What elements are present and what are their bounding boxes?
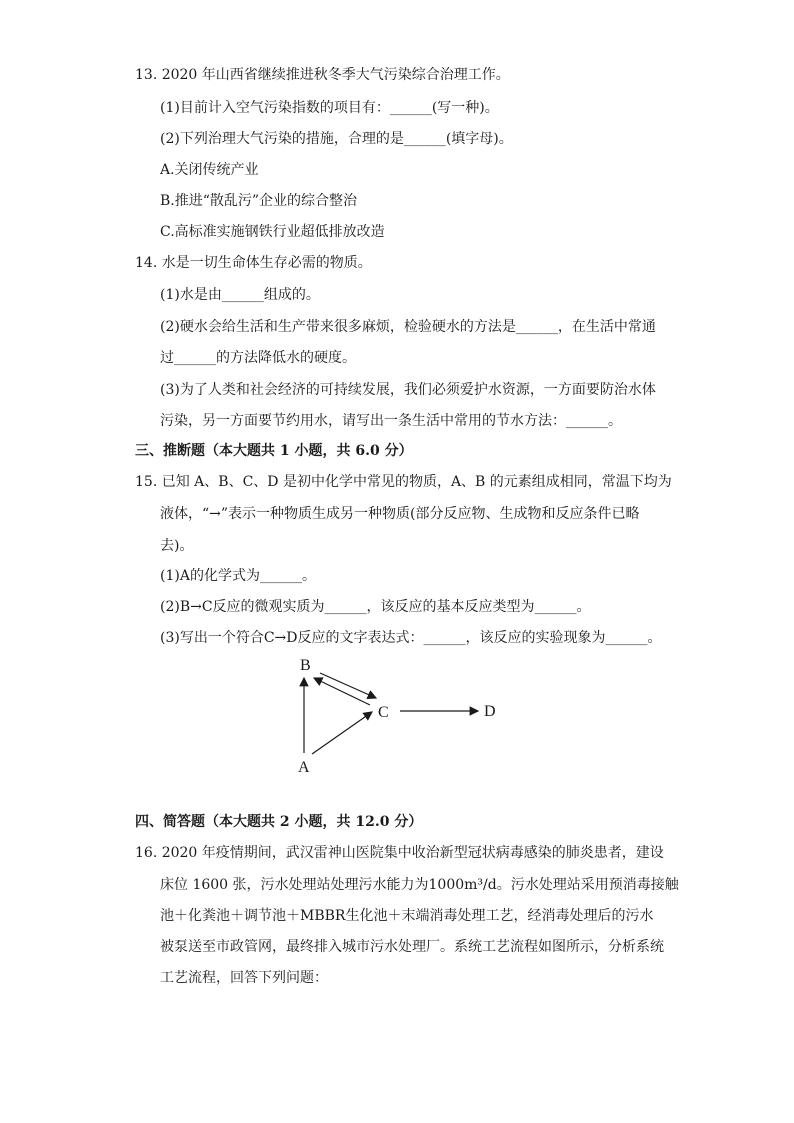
q13-part1: (1)目前计入空气污染指数的项目有：______(写一种)。 [160,100,499,116]
node-a-label: A [298,759,310,776]
q14-part1: (1)水是由______组成的。 [160,287,320,303]
q14-part2-line2: 过______的方法降低水的硬度。 [160,350,356,366]
q13-option-b: B.推进“散乱污”企业的综合整治 [160,193,358,209]
q15-part1: (1)A的化学式为______。 [160,568,316,584]
q15-part2: (2)B→C反应的微观实质为______，该反应的基本反应类型为______。 [160,599,591,615]
node-c-label: C [378,704,389,721]
q15-stem-line1: 15. 已知 A、B、C、D 是初中化学中常见的物质，A、B 的元素组成相同，常温下均为 [135,474,672,490]
q16-line4: 被泵送至市政管网，最终排入城市污水处理厂。系统工艺流程如图所示，分析系统 [160,939,664,955]
section4-heading: 四、简答题（本大题共 2 小题，共 12.0 分） [135,814,423,830]
q16-line5: 工艺流程，回答下列问题： [160,970,328,986]
q15-part3: (3)写出一个符合C→D反应的文字表达式：______，该反应的实验现象为______。 [160,630,662,646]
reaction-diagram [290,650,520,780]
q16-line2: 床位 1600 张，污水处理站处理污水能力为1000m³/d。污水处理站采用预消毒接触 [160,877,679,893]
q13-stem: 13. 2020 年山西省继续推进秋冬季大气污染综合治理工作。 [135,67,510,83]
q14-stem: 14. 水是一切生命体生存必需的物质。 [135,255,372,271]
q13-option-a: A.关闭传统产业 [160,162,259,178]
q14-part3-line1: (3)为了人类和社会经济的可持续发展，我们必须爱护水资源，一方面要防治水体 [160,382,656,398]
section3-heading: 三、推断题（本大题共 1 小题，共 6.0 分） [135,443,413,459]
q16-line3: 池＋化粪池＋调节池＋MBBR生化池＋末端消毒处理工艺，经消毒处理后的污水 [160,908,654,924]
q15-stem-line2: 液体，“→”表示一种物质生成另一种物质(部分反应物、生成物和反应条件已略 [160,506,640,522]
q16-line1: 16. 2020 年疫情期间，武汉雷神山医院集中收治新型冠状病毒感染的肺炎患者，建设 [135,845,664,861]
q15-stem-line3: 去)。 [160,538,194,554]
q14-part3-line2: 污染，另一方面要节约用水，请写出一条生活中常用的节水方法：______。 [160,413,622,429]
node-d-label: D [484,703,496,720]
arrow-a-to-c [312,712,372,754]
q13-part2: (2)下列治理大气污染的措施，合理的是______(填字母)。 [160,131,513,147]
q14-part2-line1: (2)硬水会给生活和生产带来很多麻烦，检验硬水的方法是______，在生活中常通 [160,319,656,335]
q13-option-c: C.高标准实施钢铁行业超低排放改造 [160,224,385,240]
node-b-label: B [300,657,311,674]
